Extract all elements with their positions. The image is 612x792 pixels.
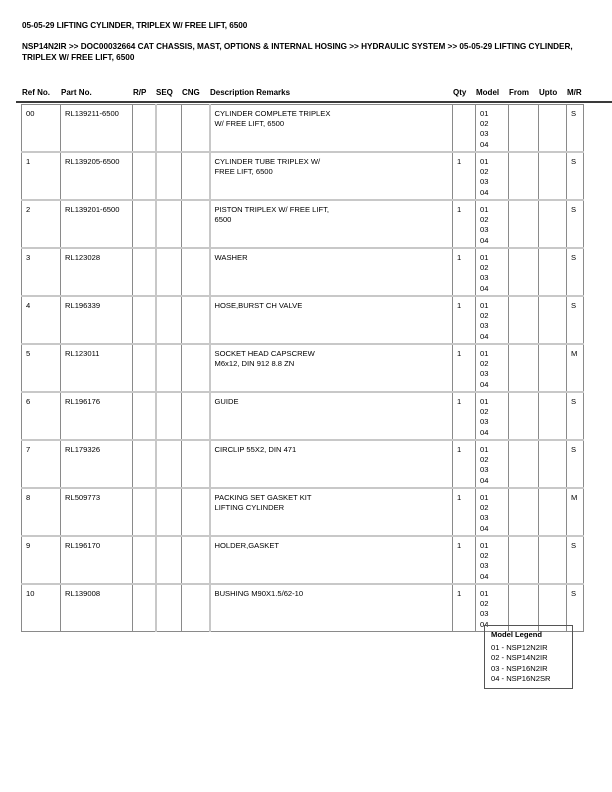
cell-seq [156,488,182,536]
cell-model: 01 02 03 04 [476,392,509,440]
cell-part-no: RL139211-6500 [61,105,133,153]
cell-rp [133,200,156,248]
cell-model: 01 02 03 04 [476,248,509,296]
header-rp: R/P [133,88,147,97]
header-ref-no: Ref No. [22,88,50,97]
cell-mr: S [567,152,584,200]
cell-ref-no: 1 [22,152,61,200]
cell-ref-no: 8 [22,488,61,536]
cell-from [509,392,539,440]
table-row [22,536,584,584]
table-row [22,488,584,536]
cell-upto [539,296,567,344]
cell-upto [539,344,567,392]
cell-part-no: RL139008 [61,584,133,632]
cell-qty: 1 [453,392,476,440]
cell-rp [133,248,156,296]
header-part-no: Part No. [61,88,92,97]
cell-qty: 1 [453,248,476,296]
cell-description: HOSE,BURST CH VALVE [210,296,453,344]
header-model: Model [476,88,500,97]
cell-ref-no: 9 [22,536,61,584]
cell-mr: S [567,248,584,296]
header-mr: M/R [567,88,582,97]
cell-part-no: RL196339 [61,296,133,344]
cell-model: 01 02 03 04 [476,536,509,584]
cell-cng [182,344,210,392]
cell-seq [156,248,182,296]
cell-ref-no: 00 [22,105,61,153]
header-upto: Upto [539,88,558,97]
cell-description: CIRCLIP 55X2, DIN 471 [210,440,453,488]
cell-mr: M [567,488,584,536]
cell-qty: 1 [453,344,476,392]
cell-rp [133,584,156,632]
cell-from [509,440,539,488]
model-legend-title: Model Legend [491,630,543,639]
cell-from [509,248,539,296]
cell-from [509,488,539,536]
page-title: 05-05-29 LIFTING CYLINDER, TRIPLEX W/ FREE LIFT, 6500 [22,21,248,30]
cell-qty: 1 [453,488,476,536]
cell-cng [182,488,210,536]
cell-model: 01 02 03 04 [476,440,509,488]
cell-qty: 1 [453,584,476,632]
cell-qty: 1 [453,200,476,248]
cell-cng [182,248,210,296]
cell-upto [539,392,567,440]
cell-cng [182,200,210,248]
cell-model: 01 02 03 04 [476,200,509,248]
header-qty: Qty [453,88,467,97]
cell-seq [156,392,182,440]
header-description: Description Remarks [210,88,291,97]
cell-seq [156,296,182,344]
breadcrumb: NSP14N2IR >> DOC00032664 CAT CHASSIS, MAST, OPTIONS & INTERNAL HOSING >> HYDRAULIC SYSTEM >> 05-05-29 LIFTING CYLINDER, TRIPLEX W/ FREE LIFT, 6500 [22,42,573,62]
parts-table [21,104,584,632]
header-divider [16,101,612,103]
table-row [22,344,584,392]
cell-model: 01 02 03 04 [476,105,509,153]
cell-mr: S [567,105,584,153]
cell-rp [133,536,156,584]
cell-from [509,105,539,153]
cell-model: 01 02 03 04 [476,488,509,536]
cell-description: PISTON TRIPLEX W/ FREE LIFT, 6500 [210,200,453,248]
table-row [22,152,584,200]
cell-cng [182,392,210,440]
cell-model: 01 02 03 04 [476,584,509,632]
table-row [22,105,584,153]
cell-mr: S [567,536,584,584]
table-row [22,200,584,248]
cell-description: HOLDER,GASKET [210,536,453,584]
cell-upto [539,536,567,584]
table-row [22,248,584,296]
cell-mr: S [567,584,584,632]
cell-description: GUIDE [210,392,453,440]
cell-part-no: RL179326 [61,440,133,488]
cell-from [509,344,539,392]
model-legend-item: 04 - NSP16N2SR [491,673,551,683]
cell-from [509,200,539,248]
cell-rp [133,440,156,488]
cell-seq [156,584,182,632]
header-seq: SEQ [156,88,173,97]
cell-seq [156,440,182,488]
cell-description: CYLINDER TUBE TRIPLEX W/ FREE LIFT, 6500 [210,152,453,200]
cell-cng [182,440,210,488]
cell-description: BUSHING M90X1.5/62-10 [210,584,453,632]
cell-part-no: RL196170 [61,536,133,584]
table-row [22,440,584,488]
cell-part-no: RL139201-6500 [61,200,133,248]
cell-upto [539,105,567,153]
cell-description: CYLINDER COMPLETE TRIPLEX W/ FREE LIFT, 6500 [210,105,453,153]
cell-seq [156,200,182,248]
cell-from [509,152,539,200]
cell-ref-no: 3 [22,248,61,296]
cell-seq [156,152,182,200]
cell-mr: S [567,440,584,488]
cell-from [509,296,539,344]
cell-qty [453,105,476,153]
cell-upto [539,200,567,248]
model-legend [484,625,573,689]
cell-description: PACKING SET GASKET KIT LIFTING CYLINDER [210,488,453,536]
header-cng: CNG [182,88,200,97]
cell-rp [133,344,156,392]
cell-rp [133,488,156,536]
cell-ref-no: 10 [22,584,61,632]
header-from: From [509,88,529,97]
cell-rp [133,105,156,153]
cell-from [509,536,539,584]
cell-mr: S [567,296,584,344]
cell-qty: 1 [453,152,476,200]
cell-ref-no: 2 [22,200,61,248]
cell-ref-no: 6 [22,392,61,440]
cell-model: 01 02 03 04 [476,152,509,200]
cell-cng [182,152,210,200]
cell-description: SOCKET HEAD CAPSCREW M6x12, DIN 912 8.8 ZN [210,344,453,392]
cell-part-no: RL123011 [61,344,133,392]
cell-rp [133,392,156,440]
cell-part-no: RL196176 [61,392,133,440]
cell-ref-no: 5 [22,344,61,392]
cell-cng [182,296,210,344]
cell-upto [539,248,567,296]
cell-seq [156,536,182,584]
cell-mr: S [567,200,584,248]
cell-mr: S [567,392,584,440]
cell-cng [182,105,210,153]
table-row [22,296,584,344]
cell-qty: 1 [453,440,476,488]
model-legend-item: 03 - NSP16N2IR [491,663,548,673]
cell-seq [156,105,182,153]
cell-rp [133,152,156,200]
cell-ref-no: 4 [22,296,61,344]
cell-ref-no: 7 [22,440,61,488]
cell-cng [182,536,210,584]
model-legend-item: 01 - NSP12N2IR [491,643,548,653]
cell-qty: 1 [453,536,476,584]
model-legend-item: 02 - NSP14N2IR [491,653,548,663]
cell-model: 01 02 03 04 [476,344,509,392]
cell-part-no: RL123028 [61,248,133,296]
cell-part-no: RL139205-6500 [61,152,133,200]
cell-upto [539,440,567,488]
cell-seq [156,344,182,392]
cell-qty: 1 [453,296,476,344]
table-row [22,392,584,440]
cell-mr: M [567,344,584,392]
cell-upto [539,152,567,200]
cell-upto [539,488,567,536]
cell-cng [182,584,210,632]
cell-rp [133,296,156,344]
cell-part-no: RL509773 [61,488,133,536]
cell-description: WASHER [210,248,453,296]
cell-model: 01 02 03 04 [476,296,509,344]
